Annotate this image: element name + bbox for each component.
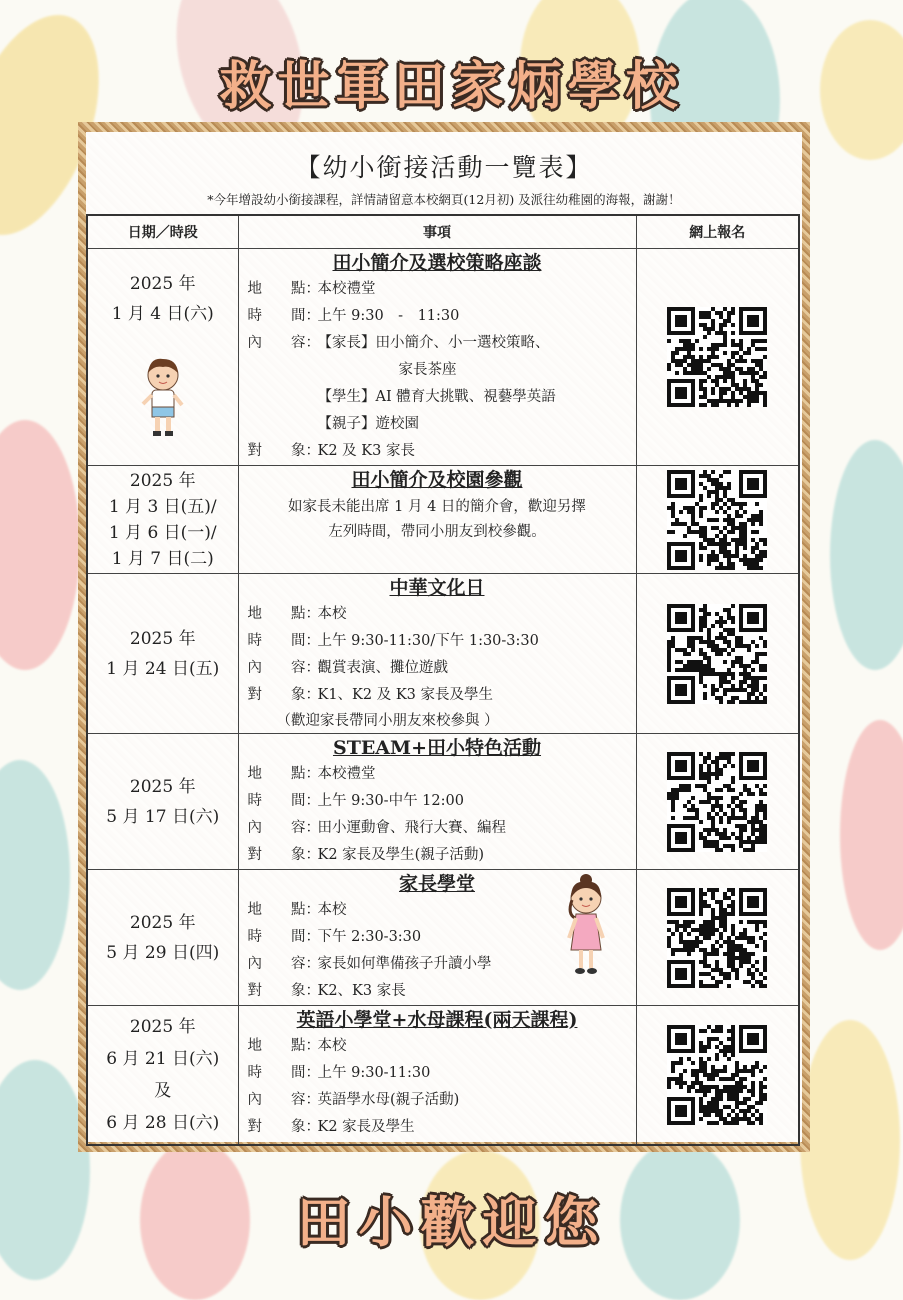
detail-line: 地 點：本校 [247, 606, 347, 622]
registration-qr-code[interactable] [637, 752, 799, 852]
detail-line: 對 象：K2、K3 家長 [247, 983, 406, 999]
detail-line: 對 象：K2 及 K3 家長 [247, 443, 415, 459]
detail-line: 內 容：家長如何準備孩子升讀小學 [247, 956, 492, 972]
qr-cell [636, 249, 799, 466]
detail-line: 內 容：【家長】田小簡介、小一選校策略、 [247, 335, 550, 351]
detail-line: 地 點：本校 [247, 902, 347, 918]
event-paragraph: 如家長未能出席 1 月 4 日的簡介會，歡迎另擇 左列時間，帶同小朋友到校參觀。 [288, 499, 586, 540]
detail-line: 地 點：本校禮堂 [247, 766, 376, 782]
schedule-panel [86, 132, 802, 1142]
table-row [87, 466, 799, 574]
event-title: 家長學堂 [398, 873, 475, 895]
date-line: 5 月 29 日(四) [106, 942, 220, 963]
registration-qr-code[interactable] [637, 1025, 799, 1125]
event-note: （歡迎家長帶同小朋友來校參與 ） [276, 713, 499, 729]
page-subtitle: 【幼小銜接活動一覽表】 [295, 153, 593, 182]
notice-text: *今年增設幼小銜接課程，詳情請留意本校網頁(12月初) 及派往幼稚園的海報，謝謝！ [207, 192, 681, 207]
qr-cell [636, 870, 799, 1006]
boy-illustration [140, 357, 186, 439]
detail-line: 內 容：田小運動會、飛行大賽、編程 [247, 820, 506, 836]
schedule-table [86, 214, 800, 1146]
date-line: 2025 年 [129, 628, 196, 649]
date-line: 2025 年 [129, 274, 196, 294]
footer-welcome: 田小歡迎您 [296, 1191, 607, 1254]
registration-qr-code[interactable] [637, 604, 799, 704]
date-line: 2025 年 [129, 912, 196, 933]
event-details [238, 870, 636, 1006]
table-row [87, 249, 799, 466]
qr-cell [636, 466, 799, 574]
date-line: 1 月 7 日(二) [111, 549, 214, 569]
detail-line: 時 間：上午 9:30 - 11:30 [247, 308, 460, 324]
registration-qr-code[interactable] [637, 888, 799, 988]
detail-line: 時 間：上午 9:30-中午 12:00 [247, 793, 464, 809]
event-title: 英語小學堂+水母課程(兩天課程) [296, 1009, 578, 1031]
table-row [87, 734, 799, 870]
date-line: 1 月 4 日(六) [111, 304, 214, 324]
detail-line: 對 象：K2 家長及學生 [247, 1119, 415, 1135]
event-details [238, 249, 636, 466]
detail-line: 【親子】遊校園 [317, 416, 419, 432]
event-title: 田小簡介及校園參觀 [351, 469, 523, 491]
event-date [87, 466, 238, 574]
date-line: 6 月 21 日(六) [106, 1048, 220, 1069]
qr-cell [636, 574, 799, 734]
header-date: 日期／時段 [87, 215, 238, 249]
table-row [87, 1006, 799, 1145]
date-line: 6 月 28 日(六) [106, 1112, 220, 1133]
event-date [87, 1006, 238, 1145]
date-line: 2025 年 [129, 1016, 196, 1037]
detail-line: 對 象：K1、K2 及 K3 家長及學生 [247, 687, 494, 703]
detail-line: 地 點：本校 [247, 1038, 347, 1054]
event-date [87, 734, 238, 870]
school-title: 救世軍田家炳學校 [219, 57, 684, 117]
table-row [87, 870, 799, 1006]
detail-line: 對 象：K2 家長及學生(親子活動) [247, 847, 484, 863]
registration-qr-code[interactable] [637, 470, 799, 570]
detail-line: 【學生】AI 體育大挑戰、視藝學英語 [317, 389, 556, 405]
registration-qr-code[interactable] [637, 307, 799, 407]
event-title: STEAM+田小特色活動 [332, 737, 542, 759]
detail-line: 家長茶座 [398, 362, 457, 378]
table-row [87, 574, 799, 734]
schedule-frame [78, 122, 810, 1152]
event-title: 中華文化日 [389, 577, 485, 599]
header-item: 事項 [238, 215, 636, 249]
event-title: 田小簡介及選校策略座談 [332, 252, 542, 274]
qr-cell [636, 734, 799, 870]
event-date [87, 870, 238, 1006]
detail-line: 內 容：英語學水母(親子活動) [247, 1092, 460, 1108]
event-date [87, 574, 238, 734]
detail-line: 內 容：觀賞表演、攤位遊戲 [247, 660, 448, 676]
table-header-row [87, 215, 799, 249]
event-details [238, 1006, 636, 1145]
header-register: 網上報名 [636, 215, 799, 249]
event-date [87, 249, 238, 466]
date-line: 2025 年 [129, 471, 196, 491]
event-details [238, 466, 636, 574]
event-details [238, 574, 636, 734]
date-line: 1 月 24 日(五) [106, 658, 220, 679]
date-line: 5 月 17 日(六) [106, 806, 220, 827]
detail-line: 時 間：上午 9:30-11:30 [247, 1065, 431, 1081]
date-line: 及 [154, 1080, 172, 1101]
date-line: 1 月 6 日(一)/ [108, 523, 217, 543]
event-details [238, 734, 636, 870]
detail-line: 地 點：本校禮堂 [247, 281, 376, 297]
girl-illustration [563, 874, 609, 978]
detail-line: 時 間：下午 2:30-3:30 [247, 929, 422, 945]
detail-line: 時 間：上午 9:30-11:30/下午 1:30-3:30 [247, 633, 539, 649]
date-line: 2025 年 [129, 776, 196, 797]
date-line: 1 月 3 日(五)/ [108, 497, 217, 517]
qr-cell [636, 1006, 799, 1145]
